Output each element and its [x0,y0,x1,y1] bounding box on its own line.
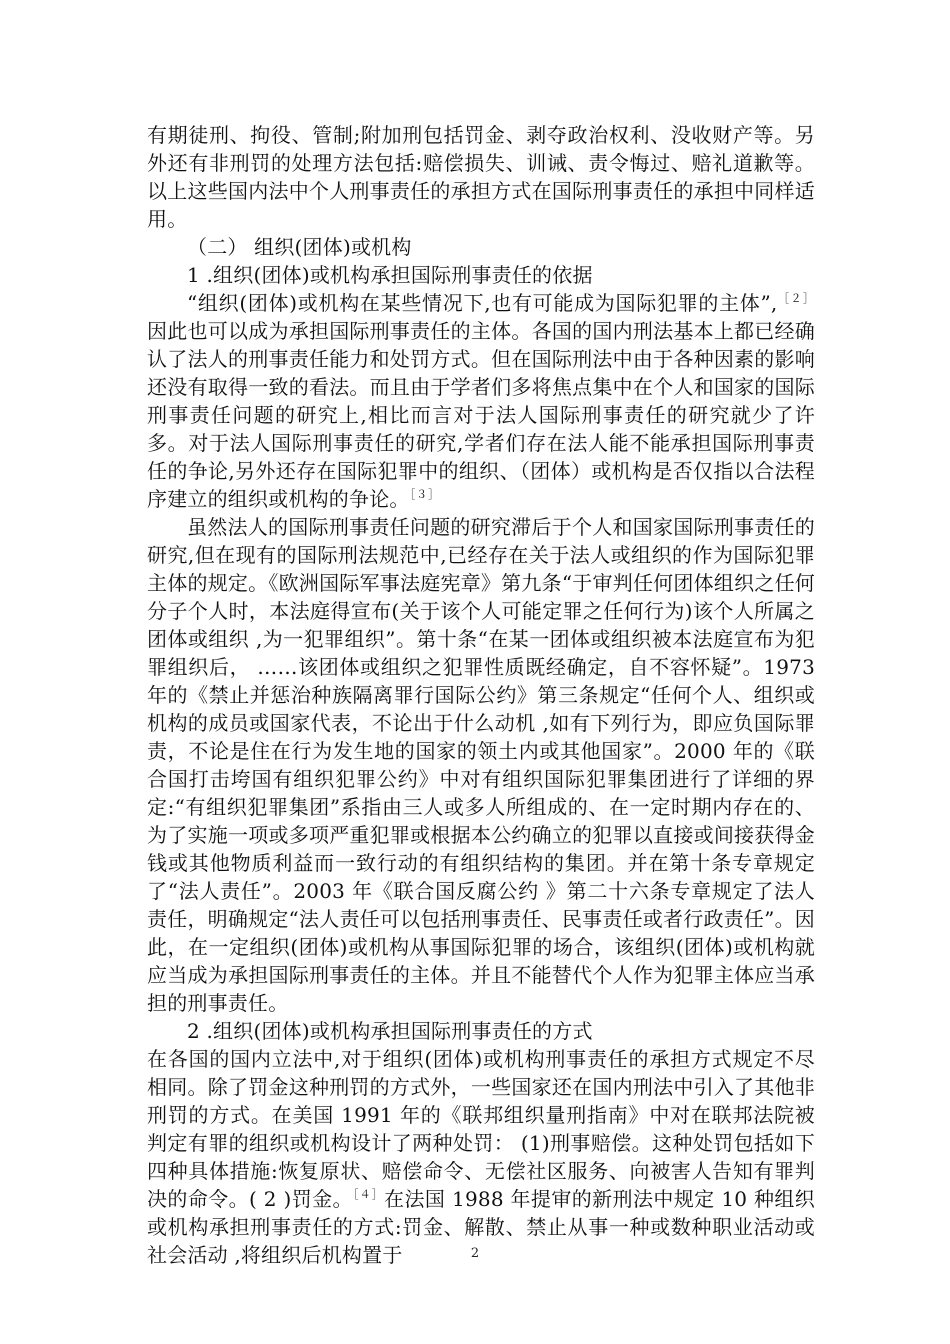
paragraph-text: 有期徒刑、拘役、管制;附加刑包括罚金、剥夺政治权利、没收财产等。另外还有非刑罚的处理方法包括:赔偿损失、训诫、责令悔过、赔礼道歉等。以上这些国内法中个人刑事责任的承担方式在国际刑事责任的承担中同样适用。 [147,123,815,231]
paragraph-domestic-legislation [147,1045,815,1269]
paragraph-text: 在各国的国内立法中,对于组织(团体)或机构刑事责任的承担方式规定不尽相同。除了罚金这种刑罚的方式外，一些国家还在国内刑法中引入了其他非刑罚的方式。在美国 1991 年的《联邦组织量刑指南》中对在联邦法院被判定有罪的组织或机构设计了两种处罚： (1)刑事赔偿。这种处罚包括如下四种具体措施:恢复原状、赔偿命令、无偿社区服务、向被害人告知有罪判决的命令。( 2 )罚金。 [147,1047,815,1211]
footnote-ref-3: ［３］ [409,488,441,501]
heading-text: 1 .组织(团体)或机构承担国际刑事责任的依据 [187,263,593,287]
paragraph-international-norms [147,513,815,1017]
paragraph-text: 虽然法人的国际刑事责任问题的研究滞后于个人和国家国际刑事责任的研究,但在现有的国际刑法规范中,已经存在关于法人或组织的作为国际犯罪主体的规定。《欧洲国际军事法庭宪章》第九条“于审判任何团体组织之任何分子个人时，本法庭得宣布(关于该个人可能定罪之任何行为)该个人所属之团体或组织 ,为一犯罪组织”。第十条“在某一团体或组织被本法庭宣布为犯罪组织后， ……该团体或组织之犯罪性质既经确定，自不容怀疑”。1973 年的《禁止并惩治种族隔离罪行国际公约》第三条规定“任何个人、组织或机构的成员或国家代表，不论出于什么动机 ,如有下列行为，即应负国际罪责，不论是住在行为发生地的国家的领土内或其他国家”。2000 年的《联合国打击垮国有组织犯罪公约》中对有组织国际犯罪集团进行了详细的界定:“有组织犯罪集团”系指由三人或多人所组成的、在一定时期内存在的、为了实施一项或多项严重犯罪或根据本公约确立的犯罪以直接或间接获得金钱或其他物质利益而一致行动的有组织结构的集团。并在第十条专章规定了“法人责任”。2003 年《联合国反腐公约 》第二十六条专章规定了法人责任，明确规定“法人责任可以包括刑事责任、民事责任或者行政责任”。因此，在一定组织(团体)或机构从事国际犯罪的场合，该组织(团体)或机构就应当成为承担国际刑事责任的主体。并且不能替代个人作为犯罪主体应当承担的刑事责任。 [147,515,815,1015]
page-number: 2 [470,1246,480,1261]
heading-text: （二） 组织(团体)或机构 [187,235,412,259]
footnote-ref-4: ［４］ [352,1188,385,1201]
section-heading-organizations [147,233,815,261]
footnote-ref-2: ［２］ [777,292,815,305]
paragraph-text: “组织(团体)或机构在某些情况下,也有可能成为国际犯罪的主体”, [187,291,778,315]
paragraph-organization-subject [147,289,815,513]
paragraph-text: 因此也可以成为承担国际刑事责任的主体。各国的国内刑法基本上都已经确认了法人的刑事责任能力和处罚方式。但在国际刑法中由于各种因素的影响还没有取得一致的看法。而且由于学者们多将焦点集中在个人和国家的国际刑事责任问题的研究上,相比而言对于法人国际刑事责任的研究就少了许多。对于法人国际刑事责任的研究,学者们存在法人能不能承担国际刑事责任的争论,另外还存在国际犯罪中的组织、（团体）或机构是否仅指以合法程序建立的组织或机构的争论。 [147,319,815,511]
subsection-heading-methods [147,1017,815,1045]
paragraph-text: 在法国 1988 年提审的新刑法中规定 10 种组织或机构承担刑事责任的方式:罚金、解散、禁止从事一种或数种职业活动或社会活动 ,将组织后机构置于 [147,1187,815,1267]
paragraph-penalties-continued [147,121,815,233]
subsection-heading-basis [147,261,815,289]
heading-text: 2 .组织(团体)或机构承担国际刑事责任的方式 [187,1019,593,1043]
document-body [147,121,815,1269]
